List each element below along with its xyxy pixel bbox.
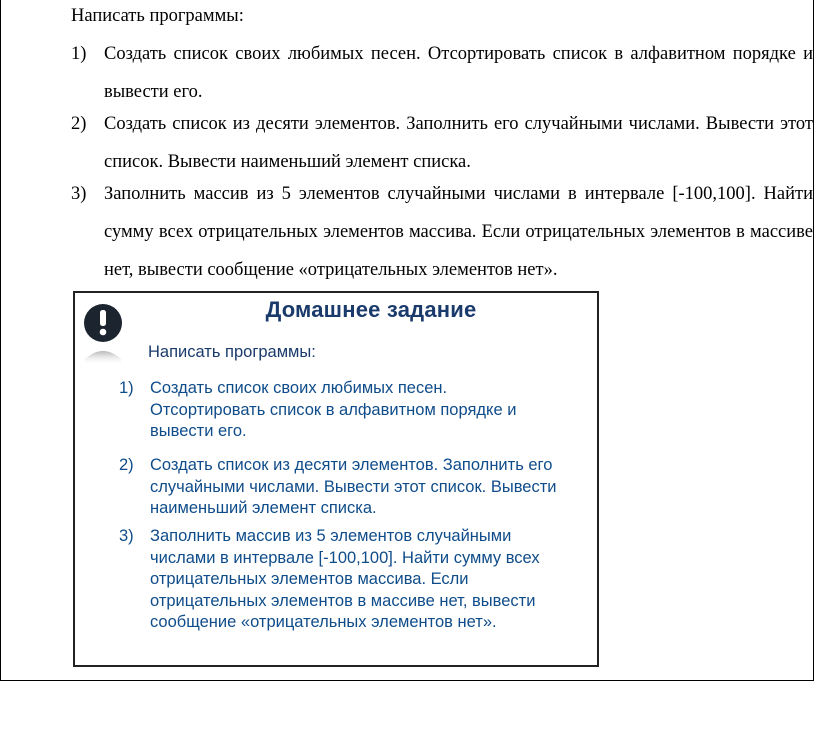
card-item-line: сообщение «отрицательных элементов нет». bbox=[150, 613, 497, 631]
card-item-line: вывести его. bbox=[150, 422, 247, 440]
card-item-text bbox=[150, 378, 589, 443]
card-item-text bbox=[150, 526, 589, 634]
card-item-line: Создать список из десяти элементов. Заполнить его bbox=[150, 456, 553, 474]
item-number: 3) bbox=[71, 184, 87, 204]
document-heading: Написать программы: bbox=[71, 6, 244, 26]
item-text: Создать список из десяти элементов. Заполнить его случайными числами. Вывести этот список. Вывести наименьший элемент списка. bbox=[104, 114, 813, 172]
card-item-line: Отсортировать список в алфавитном порядке и bbox=[150, 400, 517, 419]
card-item-number: 1) bbox=[119, 379, 134, 397]
card-item bbox=[119, 378, 589, 443]
homework-card bbox=[73, 291, 599, 667]
card-item bbox=[119, 455, 589, 520]
card-subtitle: Написать программы: bbox=[148, 343, 316, 361]
card-item bbox=[119, 526, 589, 634]
card-item-line: Создать список своих любимых песен. bbox=[150, 379, 448, 397]
card-item-number: 2) bbox=[119, 456, 134, 474]
card-item-line: случайными числами. Вывести этот список. Вывести bbox=[150, 477, 557, 496]
card-item-line: наименьший элемент списка. bbox=[150, 499, 377, 517]
item-number: 1) bbox=[71, 44, 87, 64]
document-item bbox=[71, 175, 813, 289]
document-item bbox=[71, 35, 813, 111]
card-title: Домашнее задание bbox=[265, 297, 477, 322]
item-text: Создать список своих любимых песен. Отсортировать список в алфавитном порядке и вывести его. bbox=[104, 44, 813, 102]
card-item-line: отрицательных элементов массива. Если bbox=[150, 570, 469, 588]
card-item-text bbox=[150, 455, 589, 520]
card-item-line: отрицательных элементов в массиве нет, вывести bbox=[150, 591, 536, 610]
document-item bbox=[71, 105, 813, 181]
card-item-line: Заполнить массив из 5 элементов случайными bbox=[150, 527, 512, 545]
card-item-number: 3) bbox=[119, 527, 134, 545]
item-number: 2) bbox=[71, 114, 87, 134]
card-item-line: числами в интервале [-100,100]. Найти сумму всех bbox=[150, 548, 540, 567]
item-text: Заполнить массив из 5 элементов случайными числами в интервале [-100,100]. Найти сумму всех отрицательных элементов массива. Если отрицательных элементов в массиве нет, вывести сообщение «отрицательных элементов нет». bbox=[104, 184, 813, 280]
